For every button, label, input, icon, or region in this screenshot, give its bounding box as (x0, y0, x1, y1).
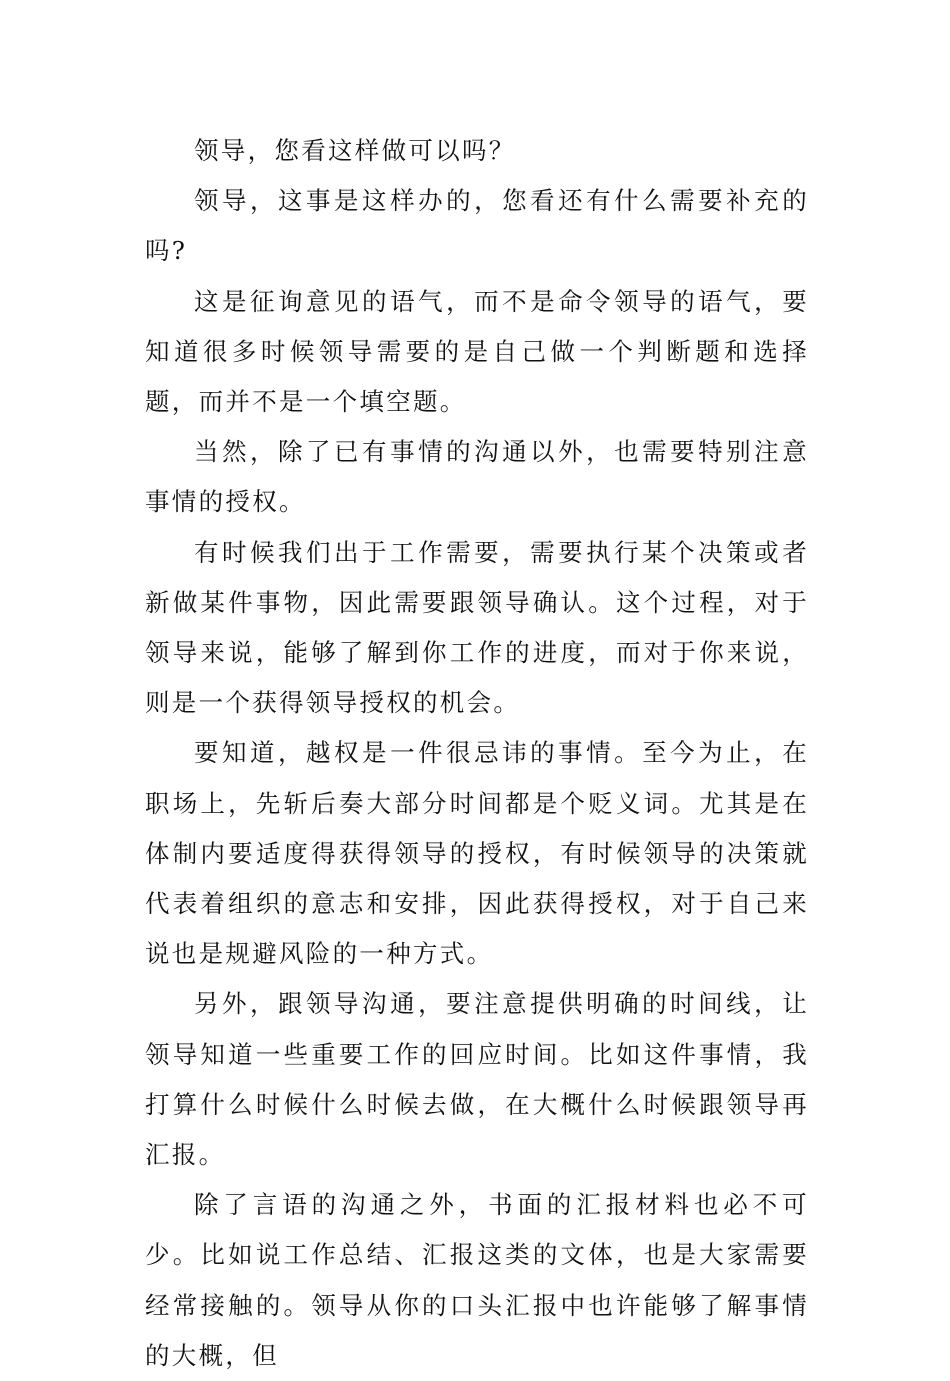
paragraph-2: 领导，这事是这样办的，您看还有什么需要补充的吗? (145, 186, 809, 266)
paragraph-1: 领导，您看这样做可以吗？ (194, 136, 516, 165)
document-body (145, 126, 809, 1381)
paragraph-5: 有时候我们出于工作需要，需要执行某个决策或者新做某件事物，因此需要跟领导确认。这个过程，对于领导来说，能够了解到你工作的进度，而对于你来说，则是一个获得领导授权的机会。 (145, 537, 809, 718)
paragraph-4: 当然，除了已有事情的沟通以外，也需要特别注意事情的授权。 (145, 437, 809, 517)
paragraph-7: 另外，跟领导沟通，要注意提供明确的时间线，让领导知道一些重要工作的回应时间。比如这件事情，我打算什么时候什么时候去做，在大概什么时候跟领导再汇报。 (145, 989, 809, 1170)
paragraph-8: 除了言语的沟通之外，书面的汇报材料也必不可少。比如说工作总结、汇报这类的文体，也是大家需要经常接触的。领导从你的口头汇报中也许能够了解事情的大概，但 (145, 1190, 809, 1370)
paragraph-6: 要知道，越权是一件很忌讳的事情。至今为止，在职场上，先斩后奏大部分时间都是个贬义词。尤其是在体制内要适度得获得领导的授权，有时候领导的决策就代表着组织的意志和安排，因此获得授权，对于自己来说也是规避风险的一种方式。 (145, 738, 809, 969)
paragraph-3: 这是征询意见的语气，而不是命令领导的语气，要知道很多时候领导需要的是自己做一个判断题和选择题，而并不是一个填空题。 (145, 286, 809, 417)
